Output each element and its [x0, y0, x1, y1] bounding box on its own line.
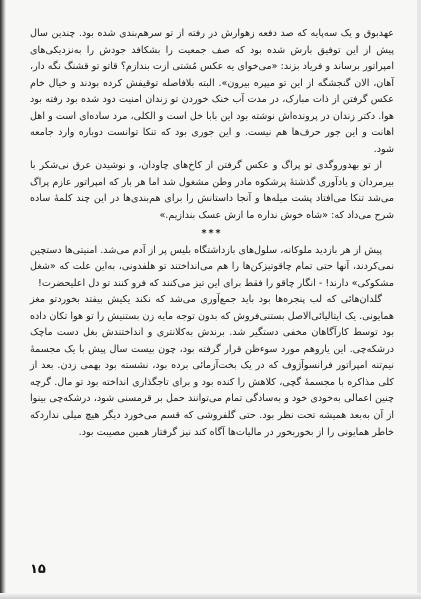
page-right-edge: [417, 0, 421, 599]
paragraph: از تو بهدوروگدی تو پراگ و عکس گرفتن از کاخ‌های چاودان، و نوشیدن عرق نی‌شکر با بیرمردان و یادآوری گذشتهٔ پرشکوه مادر وطن مشغول شد اما هر بار که امپراتور عازم پراگ می‌شد تنکا می‌افتاد پشت میله‌ها و آنجا داستانش را برای هم‌بندی‌ها در این چند کلمهٔ ساده شرح می‌داد که: «شاه خوش نداره ما ازش عسک بندازیم.»: [30, 160, 394, 222]
paragraph: عهدبوق و یک سه‌پایه که صد دفعه زهوارش در رفته از تو سرهم‌بندی شده بود. چندین سال پیش از این توفیق بارش شده بود که صف جمعیت را بشکافد جودش را به‌نزدیکی‌های امپراتور برساند و فریاد بزند: «می‌خوای یه عکس مُشتی ازت بندازم؟ قاتو تو قشنگ نگه دار، آهان، الان گنجشگه از این تو میپره بیرون». البته بلافاصله توقیفش کرده بودند و خیال خام عکس گرفتن از ذات مبارک، در مدت آب خنک خوردن تو زندان امنیت دود شده بود رفته بود هوا. دکتر زندان در پرونده‌اش نوشته بود این بابا خل است و الکلی، مرد ساده‌ای است و اهل اهانت و این جور حرف‌ها هم نیست. و این جوری بود که تنکا توانست دوباره وارد جامعه شود.: [30, 28, 394, 155]
section-separator: ***: [201, 227, 223, 239]
paragraph: پیش از هر بازدید ملوکانه، سلول‌های بازداشتگاه بلیس پر از آدم می‌شد. امنیتی‌ها دستچین نمی‌کردند، آنها حتی تمام چاقوتیزکن‌ها را هم می‌انداختند تو هلفدونی، به‌این علت که «شغل مشکوکی» دارند! - انگار چاقو را فقط برای این تیز می‌کنند که فرو کنند تو دل اعلیحضرت!: [30, 244, 394, 289]
paragraph: گلدان‌هائی که لب پنجره‌ها بود باید جمع‌آوری می‌شد که نکند یکیش بیفتد بخوردتو مغز همایونی. یک ایتالیائی‌الاصل بستنی‌فروش که بدون توجه مایه زن بستنیش را تو هوا تکان داده بود توسط کارآگاهان مخفی دستگیر شد. برندش به‌کلانتری و انداختندش بغل دست ماچک درشکه‌چی. این یاروهم مورد سوءظن قرار گرفته بود، چون بیست سال پیش با یک مجسمهٔ نیم‌تنه امپراتور فرانسوآژوف که در یک بخت‌آزمائی برده بود، نشسته بود بهمی زدن. بعد از کلی مذاکره با مجسمهٔ گچی، کلاهش را کنده بود و برای تاجگذاری انداخته بود تو مال. گرچه چنین اعمالی به‌خودی خود و به‌سادگی تمام می‌توانند حمل بر قرمسنی شود، درشکه‌چی بینوا از آن به‌بعد همیشه تحت نظر بود. حتی گلفروشی که قسم می‌خورد دیگر هیچ میلی نداردکه خاطر همایونی را از بخوربخور در مالیات‌ها آگاه کند نیز گرفتار همین مصیبت بود.: [30, 294, 394, 438]
page-binding-shadow: [0, 0, 6, 599]
page-number: ۱۵: [30, 562, 46, 577]
body-text: [30, 26, 394, 441]
page-bottom-edge: [0, 593, 421, 599]
